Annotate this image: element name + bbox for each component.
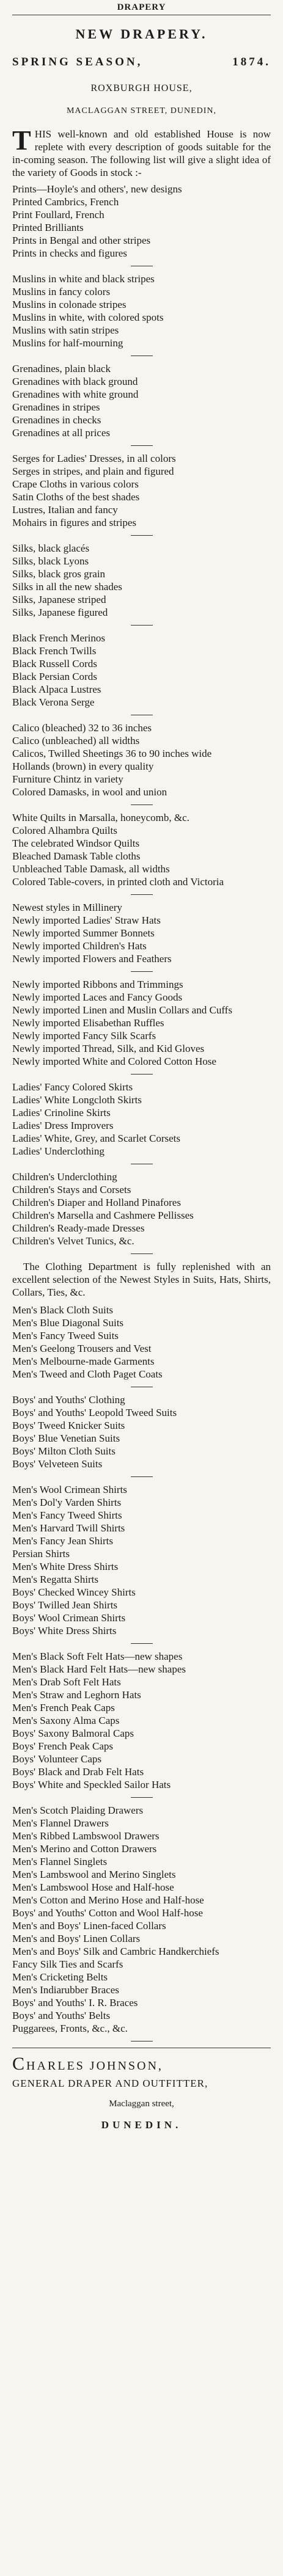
list-item: Men's and Boys' Linen Collars [12,1933,141,1944]
list-item: Boys' White and Speckled Sailor Hats [12,1779,171,1790]
list-item: Men's Ribbed Lambswool Drawers [12,1830,160,1842]
list-item: Newest styles in Millinery [12,902,122,913]
section-label: DRAPERY [117,2,166,12]
item-group [12,542,271,619]
list-item: Calicos, Twilled Sheetings 36 to 90 inches wide [12,748,212,759]
list-item: Boys' French Peak Caps [12,1740,114,1752]
list-item: Men's Dol'y Varden Shirts [12,1497,122,1508]
signature-city: DUNEDIN. [101,2119,182,2131]
dropcap: T [12,125,31,156]
item-group [12,272,271,349]
list-item: Bleached Damask Table cloths [12,850,141,862]
list-item: Muslins for half-mourning [12,337,123,349]
list-item: Children's Ready-made Dresses [12,1222,145,1234]
list-item: Muslins with satin stripes [12,324,119,336]
separator-rule [131,1797,153,1798]
intro-text: HIS well-known and old established House is now replete with every description of goods suitable for the in-coming season. The following list will give a slight idea of the variety of Goods in stock :- [12,128,271,178]
item-group [12,721,271,798]
list-item: Newly imported Elisabethan Ruffles [12,1017,164,1029]
item-group [12,1304,271,1381]
house-name: ROXBURGH HOUSE, [90,83,193,93]
season-year: 1874. [232,56,271,68]
list-item: Calico (bleached) 32 to 36 inches [12,722,152,734]
separator-rule [131,1253,153,1254]
separator-rule [131,1476,153,1477]
item-group [12,183,271,260]
list-item: Boys' and Youths' Belts [12,2010,111,2021]
list-item: Prints—Hoyle's and others', new designs [12,183,182,195]
item-group [12,901,271,965]
list-item: Boys' and Youths' Leopold Tweed Suits [12,1407,177,1418]
list-item: Ladies' White Longcloth Skirts [12,1094,142,1106]
list-item: Colored Alhambra Quilts [12,825,117,836]
signature-title: GENERAL DRAPER AND OUTFITTER, [12,2078,208,2089]
separator-rule [131,1643,153,1644]
list-item: Fancy Silk Ties and Scarfs [12,1958,123,1970]
list-item: Men's White Dress Shirts [12,1561,119,1572]
list-item: Muslins in white and black stripes [12,273,155,285]
list-item: Men's Cricketing Belts [12,1971,108,1983]
list-item: Ladies' White, Grey, and Scarlet Corsets [12,1133,180,1144]
list-item: Calico (unbleached) all widths [12,735,140,746]
list-item: Boys' Black and Drab Felt Hats [12,1766,144,1778]
list-item: Children's Underclothing [12,1171,117,1183]
item-group [12,1081,271,1158]
list-item: Boys' Velveteen Suits [12,1458,103,1470]
list-item: Hollands (brown) in every quality [12,761,154,772]
list-item: Men's Flannel Drawers [12,1817,109,1829]
list-item: Boys' White Dress Shirts [12,1625,117,1636]
list-item: Newly imported Laces and Fancy Goods [12,991,183,1003]
list-item: Satin Cloths of the best shades [12,491,140,503]
list-item: Prints in Bengal and other stripes [12,235,151,246]
signature-name-rest: HARLES JOHNSON, [26,2059,163,2073]
list-item: Puggarees, Fronts, &c., &c. [12,2023,128,2034]
list-item: Children's Stays and Corsets [12,1184,131,1195]
list-item: Prints in checks and figures [12,247,127,259]
item-group [12,1483,271,1637]
list-item: Boys' Saxony Balmoral Caps [12,1728,134,1739]
list-item: Men's Black Hard Felt Hats—new shapes [12,1663,186,1675]
list-item: Colored Damasks, in wool and union [12,786,167,798]
list-item: Men's Lambswool Hose and Half-hose [12,1881,174,1893]
list-item: Colored Table-covers, in printed cloth and Victoria [12,876,224,888]
clothing-groups [12,1304,271,2041]
list-item: Newly imported Children's Hats [12,940,147,952]
list-item: Furniture Chintz in variety [12,773,123,785]
item-group [12,811,271,888]
list-item: Boys' Milton Cloth Suits [12,1445,116,1457]
list-item: Persian Shirts [12,1548,70,1560]
list-item: Men's French Peak Caps [12,1702,115,1713]
item-group [12,362,271,439]
list-item: Newly imported White and Colored Cotton Hose [12,1056,216,1067]
list-item: Men's Regatta Shirts [12,1574,98,1585]
list-item: Men's Geelong Trousers and Vest [12,1343,152,1354]
list-item: Printed Brilliants [12,222,84,233]
list-item: Ladies' Fancy Colored Skirts [12,1081,133,1093]
list-item: Men's Saxony Alma Caps [12,1715,120,1726]
intro-paragraph [12,125,271,179]
season-line [12,56,271,69]
list-item: Grenadines at all prices [12,427,111,439]
list-item: Men's Fancy Tweed Shirts [12,1509,122,1521]
list-item: Men's Indiarubber Braces [12,1984,119,1996]
list-item: Grenadines, plain black [12,363,111,374]
item-group [12,1650,271,1791]
list-item: Children's Velvet Tunics, &c. [12,1235,134,1247]
item-group [12,1393,271,1470]
list-item: Crape Cloths in various colors [12,478,139,490]
list-item: Boys' Wool Crimean Shirts [12,1612,126,1624]
list-item: Men's Wool Crimean Shirts [12,1484,127,1495]
separator-rule [131,535,153,536]
list-item: Men's Straw and Leghorn Hats [12,1689,141,1701]
list-item: Silks in all the new shades [12,581,122,593]
list-item: Printed Cambrics, French [12,196,119,208]
season-label: SPRING SEASON, [12,56,143,68]
list-item: Print Foullard, French [12,209,105,221]
list-item: Black Verona Serge [12,696,95,708]
list-item: Boys' Twilled Jean Shirts [12,1599,118,1611]
list-item: White Quilts in Marsalla, honeycomb, &c. [12,812,189,823]
item-group [12,978,271,1068]
list-item: Men's Drab Soft Felt Hats [12,1676,121,1688]
list-item: Men's Cotton and Merino Hose and Half-hose [12,1894,204,1906]
list-item: Men's Harvard Twill Shirts [12,1522,125,1534]
list-item: Boys' and Youths' Cotton and Wool Half-hose [12,1907,203,1919]
list-item: Men's Scotch Plaiding Drawers [12,1804,144,1816]
list-item: Men's and Boys' Silk and Cambric Handkerchiefs [12,1946,219,1957]
list-item: Men's Black Cloth Suits [12,1304,114,1316]
list-item: Men's Fancy Jean Shirts [12,1535,114,1547]
separator-rule [131,894,153,895]
list-item: Men's Tweed and Cloth Paget Coats [12,1368,163,1380]
list-item: Silks, Japanese figured [12,607,108,618]
list-item: Boys' and Youths' Clothing [12,1394,125,1406]
list-item: Newly imported Ribbons and Trimmings [12,979,183,990]
list-item: Newly imported Summer Bonnets [12,927,155,939]
list-item: Men's Merino and Cotton Drawers [12,1843,157,1855]
list-item: Newly imported Ladies' Straw Hats [12,914,161,926]
list-item: Unbleached Table Damask, all widths [12,863,170,875]
list-item: Grenadines with white ground [12,389,139,400]
list-item: Children's Diaper and Holland Pinafores [12,1197,181,1208]
item-group [12,1804,271,2035]
list-item: Children's Marsella and Cashmere Pellisses [12,1210,194,1221]
list-item: Black Alpaca Lustres [12,684,101,695]
shop-address: MACLAGGAN STREET, DUNEDIN, [66,106,217,115]
list-item: Men's Fancy Tweed Suits [12,1330,119,1341]
list-item: Silks, Japanese striped [12,594,106,605]
list-item: Silks, black glacés [12,542,90,554]
separator-rule [131,445,153,446]
list-item: Serges for Ladies' Dresses, in all colors [12,453,176,464]
item-group [12,452,271,529]
separator-rule [131,625,153,626]
list-item: Boys' Checked Wincey Shirts [12,1586,136,1598]
headline: NEW DRAPERY. [75,26,208,42]
signature-initial: C [12,2054,27,2074]
list-item: Newly imported Linen and Muslin Collars and Cuffs [12,1004,232,1016]
list-item: Grenadines with black ground [12,376,138,387]
separator-rule [131,1074,153,1075]
list-item: Black Persian Cords [12,671,97,682]
list-item: Ladies' Dress Improvers [12,1120,114,1131]
list-item: Silks, black Lyons [12,555,89,567]
list-item: Boys' and Youths' I. R. Braces [12,1997,138,2009]
list-item: Serges in stripes, and plain and figured [12,465,174,477]
list-item: The celebrated Windsor Quilts [12,837,140,849]
list-item: Muslins in colonade stripes [12,299,127,310]
list-item: Muslins in white, with colored spots [12,312,164,323]
clothing-note: The Clothing Department is fully replenished with an excellent selection of the Newest Styles in Suits, Hats, Shirts, Collars, Ties, &c. [12,1261,271,1298]
item-group [12,632,271,709]
list-item: Men's Lambswool and Merino Singlets [12,1869,176,1880]
list-item: Silks, black gros grain [12,568,106,580]
separator-rule [131,971,153,972]
list-item: Muslins in fancy colors [12,286,111,297]
signature-name [12,2054,271,2074]
list-item: Boys' Tweed Knicker Suits [12,1420,125,1431]
item-group [12,1170,271,1247]
list-item: Men's and Boys' Linen-faced Collars [12,1920,166,1932]
list-item: Newly imported Thread, Silk, and Kid Gloves [12,1043,205,1054]
list-item: Boys' Volunteer Caps [12,1753,101,1765]
list-item: Men's Flannel Singlets [12,1856,108,1867]
list-item: Newly imported Flowers and Feathers [12,953,172,965]
list-item: Black French Merinos [12,632,106,644]
product-groups [12,183,271,1254]
list-item: Ladies' Underclothing [12,1145,105,1157]
list-item: Mohairs in figures and stripes [12,517,137,528]
list-item: Grenadines in stripes [12,401,100,413]
list-item: Men's Blue Diagonal Suits [12,1317,124,1329]
list-item: Newly imported Fancy Silk Scarfs [12,1030,156,1042]
list-item: Black Russell Cords [12,658,97,670]
list-item: Men's Melbourne-made Garments [12,1356,155,1367]
list-item: Ladies' Crinoline Skirts [12,1107,111,1118]
list-item: Men's Black Soft Felt Hats—new shapes [12,1651,183,1662]
list-item: Lustres, Italian and fancy [12,504,118,516]
list-item: Black French Twills [12,645,97,657]
list-item: Boys' Blue Venetian Suits [12,1432,120,1444]
list-item: Grenadines in checks [12,414,101,426]
signature-street: Maclaggan street, [109,2099,174,2109]
